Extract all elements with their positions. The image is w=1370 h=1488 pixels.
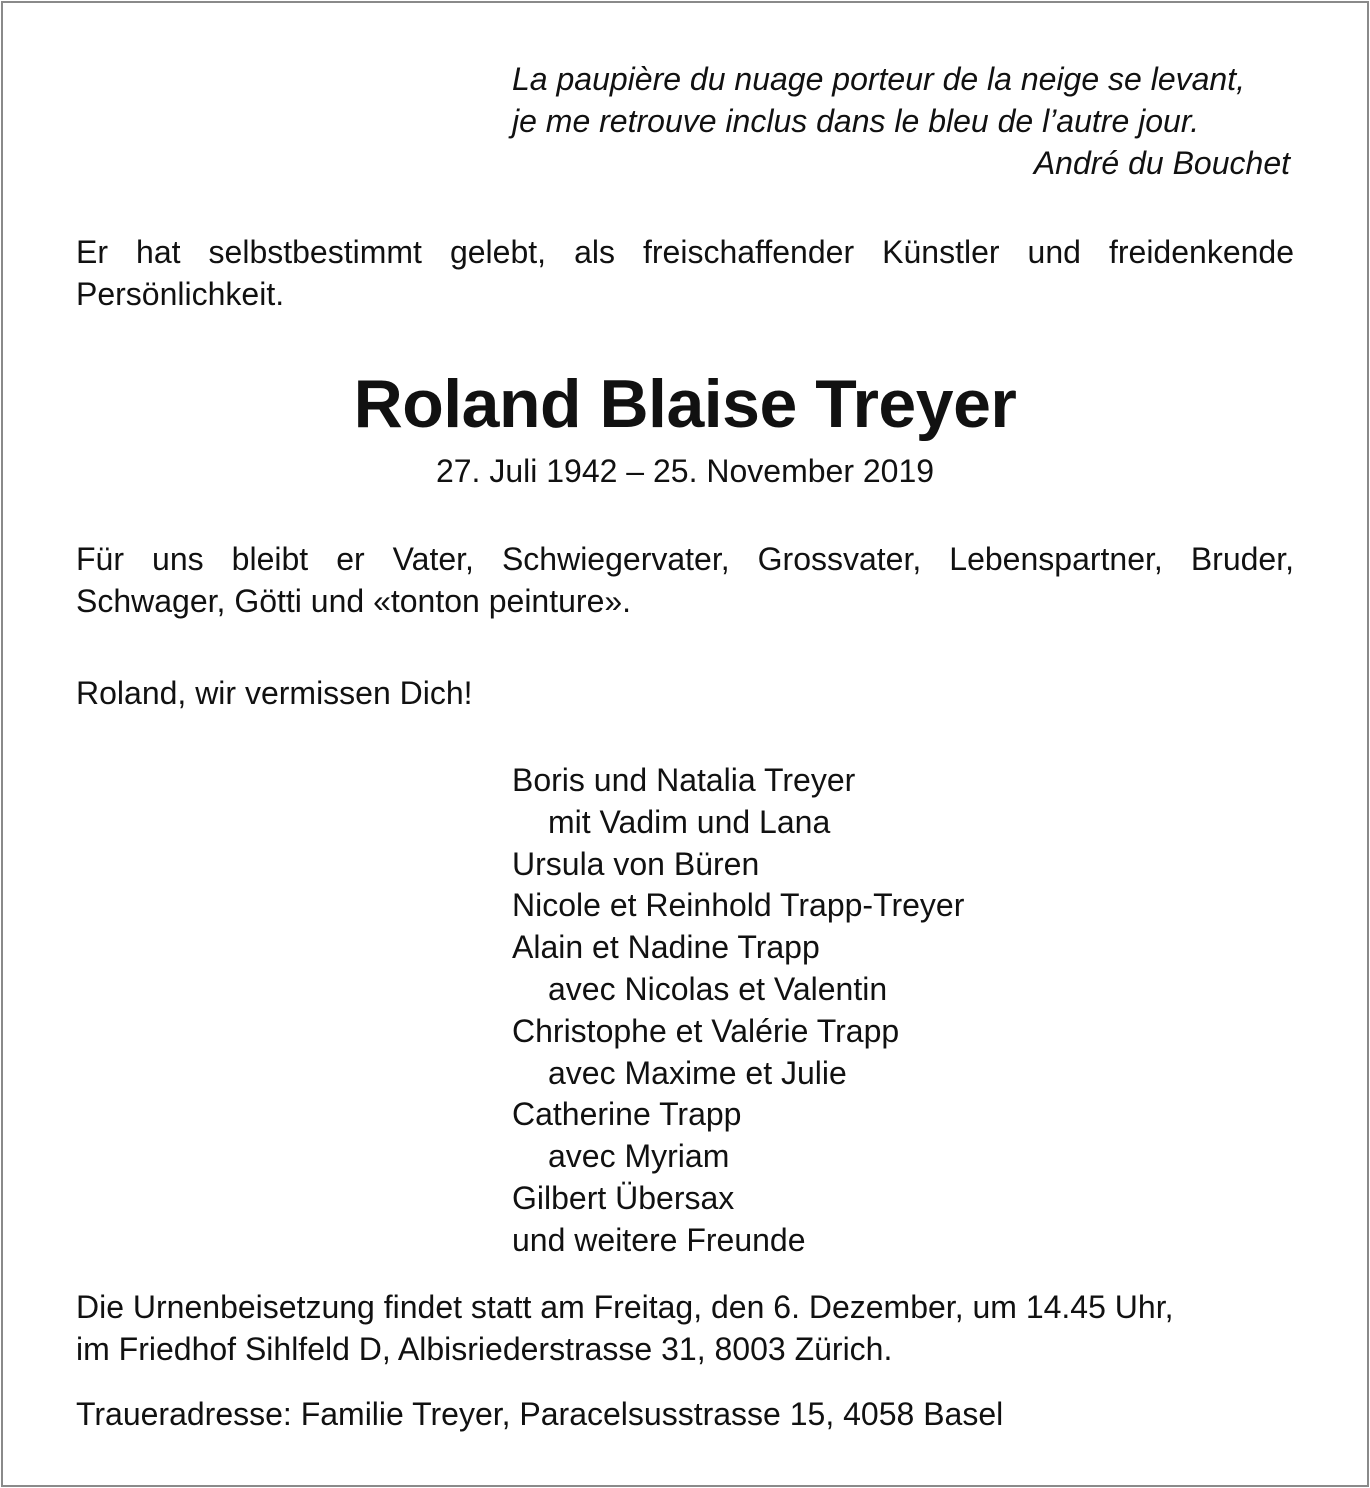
epigraph-quote — [512, 58, 1290, 184]
mourner-entry: und weitere Freunde — [512, 1221, 806, 1258]
quote-line-2: je me retrouve inclus dans le bleu de l’autre jour. — [512, 103, 1200, 139]
quote-author: André du Bouchet — [1033, 145, 1290, 181]
family-paragraph: Für uns bleibt er Vater, Schwiegervater, Grossvater, Lebenspartner, Bruder, Schwager, Götti und «tonton peinture». — [76, 541, 1294, 619]
mourner-entry: Nicole et Reinhold Trapp-Treyer — [512, 887, 965, 924]
mourner-entry: Ursula von Büren — [512, 845, 760, 882]
ceremony-line-2: im Friedhof Sihlfeld D, Albisriederstrasse 31, 8003 Zürich. — [76, 1331, 893, 1367]
mourner-entry: Alain et Nadine Trapp — [512, 929, 820, 966]
mourner-entry: avec Myriam — [548, 1138, 730, 1175]
farewell-line: Roland, wir vermissen Dich! — [76, 675, 473, 711]
notice-border — [1, 1, 1369, 1487]
ceremony-line-1: Die Urnenbeisetzung findet statt am Freitag, den 6. Dezember, um 14.45 Uhr, — [76, 1289, 1174, 1325]
deceased-name: Roland Blaise Treyer — [353, 366, 1017, 442]
mourner-entry: Gilbert Übersax — [512, 1179, 735, 1216]
mourner-entry: Christophe et Valérie Trapp — [512, 1012, 900, 1049]
mourner-entry: mit Vadim und Lana — [548, 803, 831, 840]
mourner-entry: avec Nicolas et Valentin — [548, 970, 888, 1007]
mourners-list — [512, 760, 1292, 1262]
mourner-entry: Boris und Natalia Treyer — [512, 762, 856, 798]
intro-paragraph: Er hat selbstbestimmt gelebt, als freischaffender Künstler und freidenkende Persönlichkeit. — [76, 234, 1294, 312]
quote-line-1: La paupière du nuage porteur de la neige se levant, — [512, 61, 1245, 97]
life-dates: 27. Juli 1942 – 25. November 2019 — [435, 453, 935, 489]
mourner-entry: Catherine Trapp — [512, 1096, 742, 1133]
mourner-entry: avec Maxime et Julie — [548, 1054, 847, 1091]
mourning-address: Traueradresse: Familie Treyer, Paracelsusstrasse 15, 4058 Basel — [76, 1396, 1004, 1432]
